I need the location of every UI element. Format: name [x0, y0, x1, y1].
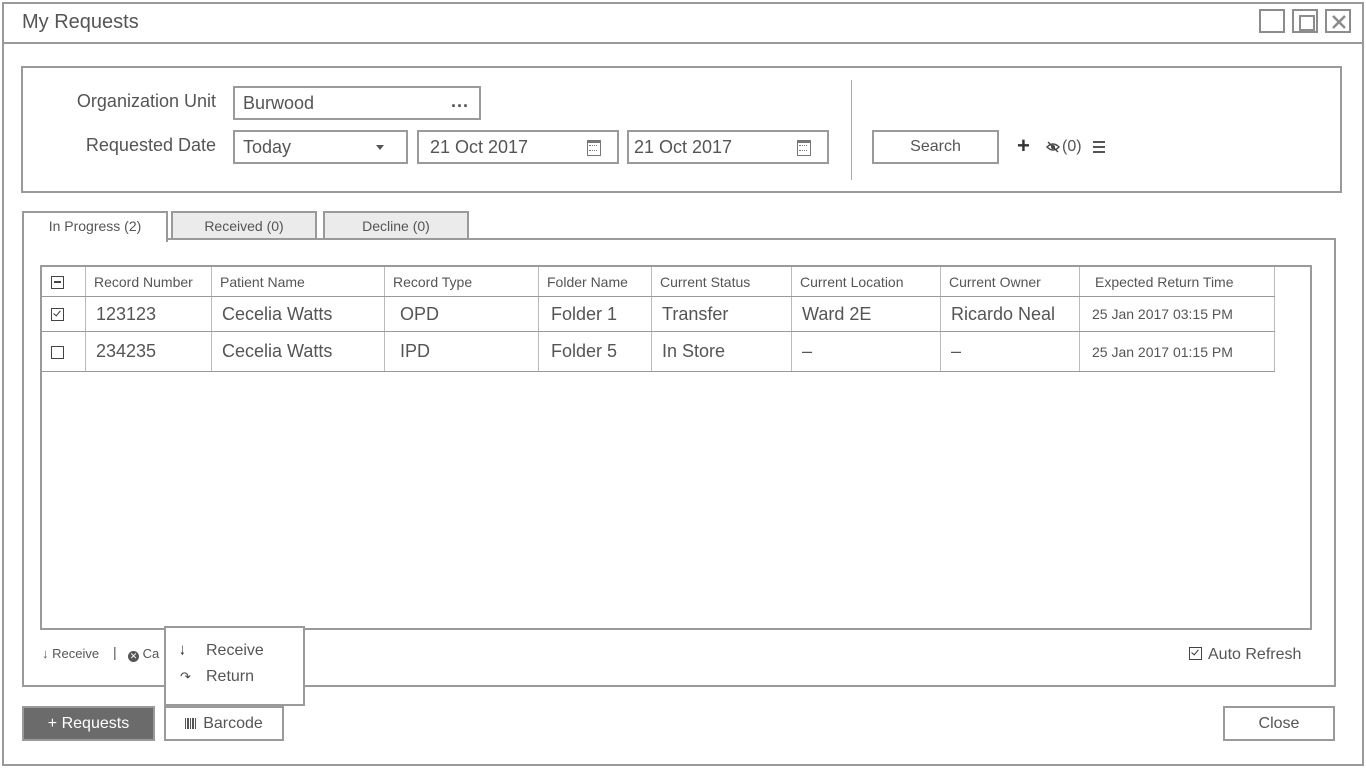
- date-range-select[interactable]: [233, 130, 408, 164]
- org-unit-value: Burwood: [243, 93, 315, 113]
- popup-item-return[interactable]: [180, 668, 254, 686]
- search-button[interactable]: Search: [872, 130, 999, 164]
- calendar-icon[interactable]: [797, 140, 811, 156]
- auto-refresh-toggle[interactable]: [1189, 646, 1301, 664]
- close-icon[interactable]: [1325, 9, 1351, 33]
- cell-record-number: 234235: [86, 332, 212, 372]
- date-to-field[interactable]: [627, 130, 829, 164]
- barcode-button[interactable]: [164, 706, 284, 741]
- eye-hidden-icon[interactable]: [1046, 140, 1060, 158]
- table-header-row: [42, 267, 1275, 297]
- select-all-checkbox[interactable]: [42, 267, 86, 297]
- barcode-button-label: Barcode: [203, 715, 263, 732]
- cell-folder-name: Folder 5: [539, 332, 652, 372]
- tab-decline[interactable]: Decline (0): [323, 211, 469, 240]
- date-from-value: 21 Oct 2017: [430, 137, 529, 157]
- add-requests-button[interactable]: [22, 706, 155, 741]
- cell-current-owner: –: [941, 332, 1080, 372]
- cancel-action-label: Ca: [142, 646, 160, 661]
- popup-receive-label: Receive: [206, 642, 264, 659]
- plus-icon[interactable]: +: [1017, 133, 1030, 158]
- minimize-icon[interactable]: [1259, 9, 1285, 33]
- cell-current-status: Transfer: [652, 297, 792, 332]
- org-unit-field[interactable]: [233, 86, 481, 120]
- cell-current-owner: Ricardo Neal: [941, 297, 1080, 332]
- popup-item-receive[interactable]: [180, 642, 264, 664]
- arrow-down-icon: ↓: [42, 646, 49, 661]
- barcode-icon: [185, 718, 197, 729]
- action-separator: |: [113, 644, 117, 660]
- cell-current-location: Ward 2E: [792, 297, 941, 332]
- checkbox-icon[interactable]: [51, 276, 64, 289]
- auto-refresh-label: Auto Refresh: [1208, 646, 1302, 663]
- calendar-icon[interactable]: [587, 140, 601, 156]
- column-header[interactable]: Expected Return Time: [1080, 267, 1275, 297]
- ellipsis-icon[interactable]: ...: [450, 91, 469, 111]
- column-header[interactable]: Record Type: [385, 267, 539, 297]
- date-to-value: 21 Oct 2017: [634, 137, 733, 157]
- arrow-down-icon: 🠓: [180, 643, 185, 658]
- row-checkbox[interactable]: [42, 332, 86, 372]
- column-header[interactable]: Current Owner: [941, 267, 1080, 297]
- cell-folder-name: Folder 1: [539, 297, 652, 332]
- window-title: My Requests: [22, 11, 139, 33]
- checkbox-icon[interactable]: [51, 346, 64, 359]
- table-row[interactable]: [42, 297, 1275, 332]
- column-header[interactable]: Current Location: [792, 267, 941, 297]
- cell-record-number: 123123: [86, 297, 212, 332]
- filter-divider: [851, 80, 852, 180]
- checkbox-icon[interactable]: [51, 308, 64, 321]
- popup-return-label: Return: [206, 668, 255, 685]
- cell-patient-name: Cecelia Watts: [212, 332, 385, 372]
- cell-expected-return: 25 Jan 2017 03:15 PM: [1080, 297, 1275, 332]
- receive-action-label: Receive: [52, 646, 100, 661]
- dropdown-caret-icon: [376, 145, 384, 150]
- requested-date-label: Requested Date: [85, 135, 216, 155]
- column-header[interactable]: Patient Name: [212, 267, 385, 297]
- menu-icon[interactable]: [1093, 141, 1105, 156]
- cell-record-type: IPD: [385, 332, 539, 372]
- cell-expected-return: 25 Jan 2017 01:15 PM: [1080, 332, 1275, 372]
- date-from-field[interactable]: [417, 130, 619, 164]
- action-popup-menu: [164, 626, 305, 706]
- date-range-value: Today: [243, 137, 292, 157]
- table-row[interactable]: [42, 332, 1275, 372]
- tab-received[interactable]: Received (0): [171, 211, 317, 240]
- title-bar: [2, 2, 1364, 44]
- checkbox-icon[interactable]: [1189, 647, 1202, 660]
- receive-action[interactable]: [42, 646, 99, 661]
- cell-current-status: In Store: [652, 332, 792, 372]
- column-header[interactable]: Current Status: [652, 267, 792, 297]
- column-header[interactable]: Record Number: [86, 267, 212, 297]
- column-header[interactable]: Folder Name: [539, 267, 652, 297]
- requests-table: [42, 267, 1275, 372]
- requests-button-label: Requests: [61, 715, 130, 732]
- org-unit-label: Organization Unit: [76, 91, 216, 111]
- cell-patient-name: Cecelia Watts: [212, 297, 385, 332]
- cancel-action[interactable]: [128, 646, 159, 662]
- close-button[interactable]: Close: [1223, 706, 1335, 741]
- return-arrow-icon: ↷: [180, 669, 191, 684]
- cell-current-location: –: [792, 332, 941, 372]
- maximize-icon[interactable]: [1292, 9, 1318, 33]
- hidden-count: (0): [1062, 138, 1082, 155]
- row-checkbox[interactable]: [42, 297, 86, 332]
- plus-icon: +: [47, 715, 62, 732]
- cancel-circle-icon: ✕: [129, 651, 138, 661]
- cell-record-type: OPD: [385, 297, 539, 332]
- tab-in-progress[interactable]: In Progress (2): [22, 211, 168, 242]
